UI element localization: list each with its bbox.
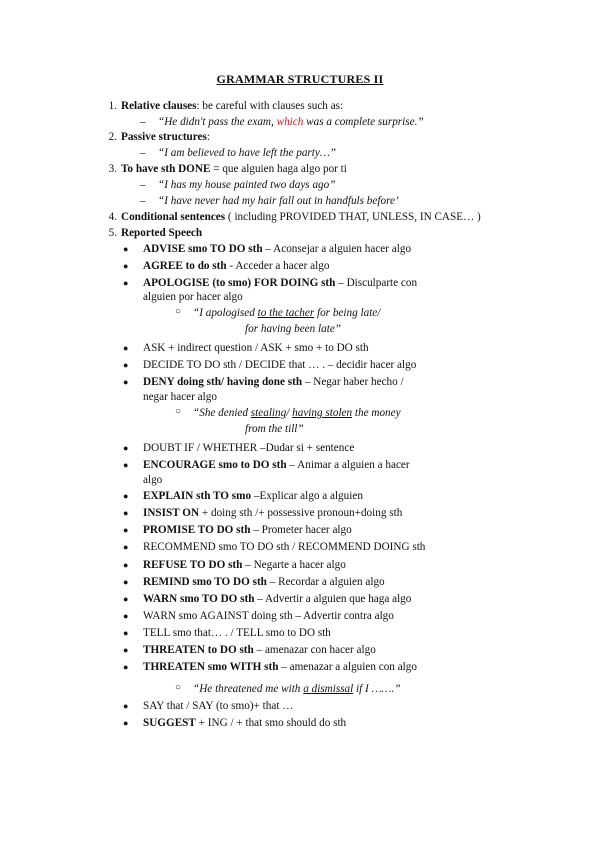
bullet-marker: ● — [123, 718, 129, 728]
item-have-sth-done: To have sth DONE = que alguien haga algo por ti — [121, 163, 347, 175]
bullet-apologise: APOLOGISE (to smo) FOR DOING sth – Disculparte con — [143, 277, 418, 289]
bullet-marker: ● — [123, 343, 129, 353]
example-passive: “I am believed to have left the party…” — [158, 147, 337, 159]
bullet-marker: ● — [123, 701, 129, 711]
bullet-marker: ● — [123, 460, 129, 470]
bullet-refuse: REFUSE TO DO sth – Negarte a hacer algo — [143, 559, 346, 571]
bullet-doubt: DOUBT IF / WHETHER –Dudar si + sentence — [143, 442, 355, 454]
bullet-marker: ● — [123, 628, 129, 638]
example-deny-cont: from the till” — [245, 423, 304, 435]
bullet-encourage: ENCOURAGE smo to DO sth – Animar a alguien a hacer — [143, 459, 410, 471]
bullet-explain: EXPLAIN sth TO smo –Explicar algo a alguien — [143, 490, 363, 502]
bullet-deny-cont: negar hacer algo — [143, 391, 217, 403]
example-have-done-1: “I has my house painted two days ago” — [158, 179, 336, 191]
bullet-marker: ● — [123, 542, 129, 552]
circle-marker: ○ — [175, 306, 182, 317]
example-apologise-cont: for having been late” — [245, 323, 342, 335]
circle-marker: ○ — [175, 682, 182, 693]
dash-marker: – — [140, 147, 146, 159]
example-apologise: “I apologised to the tacher for being late/ — [193, 307, 381, 319]
bullet-agree: AGREE to do sth - Acceder a hacer algo — [143, 260, 330, 272]
bullet-decide: DECIDE TO DO sth / DECIDE that … . – decidir hacer algo — [143, 359, 417, 371]
bullet-threaten-with: THREATEN smo WITH sth – amenazar a alguien con algo — [143, 661, 417, 673]
bullet-marker: ● — [123, 377, 129, 387]
bullet-marker: ● — [123, 577, 129, 587]
bullet-marker: ● — [123, 244, 129, 254]
bullet-encourage-cont: algo — [143, 474, 163, 486]
bullet-insist: INSIST ON + doing sth /+ possessive pronoun+doing sth — [143, 507, 403, 519]
bullet-marker: ● — [123, 508, 129, 518]
bullet-remind: REMIND smo TO DO sth – Recordar a alguien algo — [143, 576, 385, 588]
bullet-marker: ● — [123, 662, 129, 672]
bullet-marker: ● — [123, 560, 129, 570]
example-have-done-2: “I have never had my hair fall out in handfuls before’ — [158, 195, 399, 207]
item-number: 5. — [108, 227, 117, 239]
bullet-marker: ● — [123, 491, 129, 501]
bullet-warn-against: WARN smo AGAINST doing sth – Advertir contra algo — [143, 610, 394, 622]
dash-marker: – — [140, 179, 146, 191]
circle-marker: ○ — [175, 406, 182, 417]
item-conditional-sentences: Conditional sentences ( including PROVIDED THAT, UNLESS, IN CASE… ) — [121, 211, 481, 223]
bullet-marker: ● — [123, 611, 129, 621]
item-relative-clauses: Relative clauses: be careful with clauses such as: — [121, 100, 344, 112]
bullet-deny: DENY doing sth/ having done sth – Negar haber hecho / — [143, 376, 404, 388]
bullet-promise: PROMISE TO DO sth – Prometer hacer algo — [143, 524, 352, 536]
bullet-suggest: SUGGEST + ING / + that smo should do sth — [143, 717, 347, 729]
bullet-marker: ● — [123, 278, 129, 288]
bullet-threaten-to: THREATEN to DO sth – amenazar con hacer algo — [143, 644, 376, 656]
dash-marker: – — [140, 195, 146, 207]
item-passive-structures: Passive structures: — [121, 131, 210, 143]
bullet-recommend: RECOMMEND smo TO DO sth / RECOMMEND DOING sth — [143, 541, 426, 553]
bullet-marker: ● — [123, 594, 129, 604]
bullet-ask: ASK + indirect question / ASK + smo + to DO sth — [143, 342, 369, 354]
bullet-marker: ● — [123, 525, 129, 535]
bullet-tell: TELL smo that… . / TELL smo to DO sth — [143, 627, 331, 639]
bullet-marker: ● — [123, 360, 129, 370]
example-relative: “He didn't pass the exam, which was a complete surprise.” — [158, 116, 424, 128]
item-number: 2. — [108, 131, 117, 143]
bullet-warn: WARN smo TO DO sth – Advertir a alguien que haga algo — [143, 593, 412, 605]
item-number: 3. — [108, 163, 117, 175]
bullet-marker: ● — [123, 261, 129, 271]
bullet-marker: ● — [123, 645, 129, 655]
dash-marker: – — [140, 116, 146, 128]
example-threaten: “He threatened me with a dismissal if I …….” — [193, 683, 401, 695]
bullet-advise: ADVISE smo TO DO sth – Aconsejar a alguien hacer algo — [143, 243, 412, 255]
item-number: 4. — [108, 211, 117, 223]
item-reported-speech: Reported Speech — [121, 227, 203, 239]
bullet-marker: ● — [123, 443, 129, 453]
bullet-apologise-cont: alguien por hacer algo — [143, 291, 243, 303]
bullet-say: SAY that / SAY (to smo)+ that … — [143, 700, 294, 712]
item-number: 1. — [108, 100, 117, 112]
document-title: GRAMMAR STRUCTURES II — [216, 72, 384, 86]
example-deny: “She denied stealing/ having stolen the money — [193, 407, 401, 419]
